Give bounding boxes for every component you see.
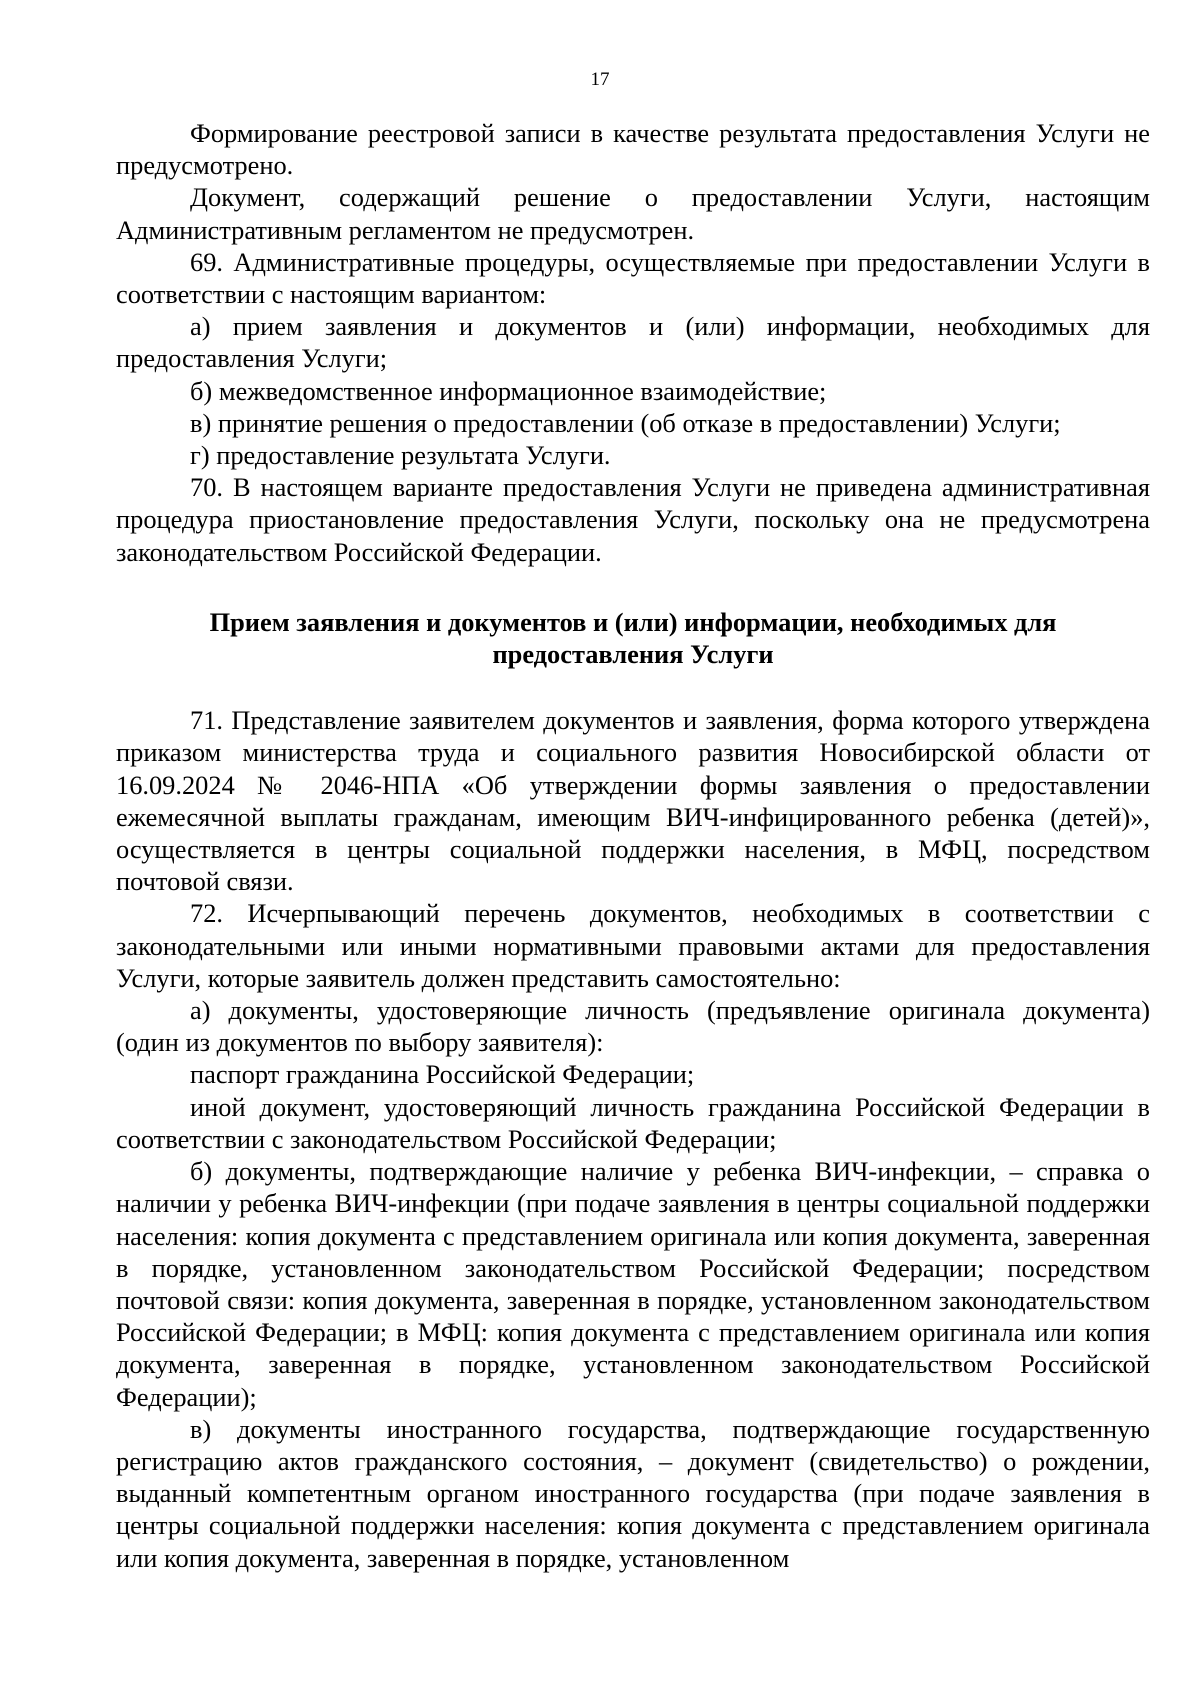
page-number: 17: [590, 69, 610, 90]
list-item: иной документ, удостоверяющий личность гражданина Российской Федерации в соответствии с законодательством Российской Федерации;: [116, 1091, 1150, 1154]
paragraph: Документ, содержащий решение о предоставлении Услуги, настоящим Административным регламентом не предусмотрен.: [116, 182, 1150, 245]
list-item-v: в) принятие решения о предоставлении (об отказе в предоставлении) Услуги;: [190, 407, 1061, 438]
document-body: [116, 117, 1150, 1574]
paragraph-item-69: 69. Административные процедуры, осуществляемые при предоставлении Услуги в соответствии с настоящим вариантом:: [116, 246, 1150, 310]
section-heading: Прием заявления и документов и (или) информации, необходимых для предоставления Услуги: [209, 606, 1057, 670]
list-item-a: а) прием заявления и документов и (или) информации, необходимых для предоставления Услуги;: [116, 311, 1150, 374]
list-item-a: а) документы, удостоверяющие личность (предъявление оригинала документа) (один из документов по выбору заявителя):: [116, 995, 1150, 1058]
paragraph: Формирование реестровой записи в качестве результата предоставления Услуги не предусмотрено.: [116, 118, 1150, 181]
list-item-v: в) документы иностранного государства, подтверждающие государственную регистрацию актов гражданского состояния, – документ (свидетельство) о рождении, выданный компетентным органом иностранного государства (при подаче заявления в центры социальной поддержки населения: копия документа с представлением оригинала или копия документа, заверенная в порядке, установленном: [116, 1413, 1150, 1573]
list-item-b: б) межведомственное информационное взаимодействие;: [190, 375, 827, 406]
paragraph-item-71: 71. Представление заявителем документов и заявления, форма которого утверждена приказом министерства труда и социального развития Новосибирской области от 16.09.2024 № 2046-НПА «Об утверждении формы заявления о предоставлении ежемесячной выплаты гражданам, имеющим ВИЧ-инфицированного ребенка (детей)», осуществляется в центры социальной поддержки населения, в МФЦ, посредством почтовой связи.: [116, 705, 1150, 897]
list-item: паспорт гражданина Российской Федерации;: [190, 1059, 695, 1090]
list-item-b: б) документы, подтверждающие наличие у ребенка ВИЧ-инфекции, – справка о наличии у ребенка ВИЧ-инфекции (при подаче заявления в центры социальной поддержки населения: копия документа с представлением оригинала или копия документа, заверенная в порядке, установленном законодательством Российской Федерации; посредством почтовой связи: копия документа, заверенная в порядке, установленном законодательством Российской Федерации; в МФЦ: копия документа с представлением оригинала или копия документа, заверенная в порядке, установленном законодательством Российской Федерации);: [116, 1156, 1150, 1412]
list-item-g: г) предоставление результата Услуги.: [190, 440, 611, 471]
paragraph-item-70: 70. В настоящем варианте предоставления Услуги не приведена административная процедура приостановление предоставления Услуги, поскольку она не предусмотрена законодательством Российской Федерации.: [116, 472, 1150, 567]
paragraph-item-72: 72. Исчерпывающий перечень документов, необходимых в соответствии с законодательными или иными нормативными правовыми актами для предоставления Услуги, которые заявитель должен представить самостоятельно:: [116, 898, 1150, 993]
